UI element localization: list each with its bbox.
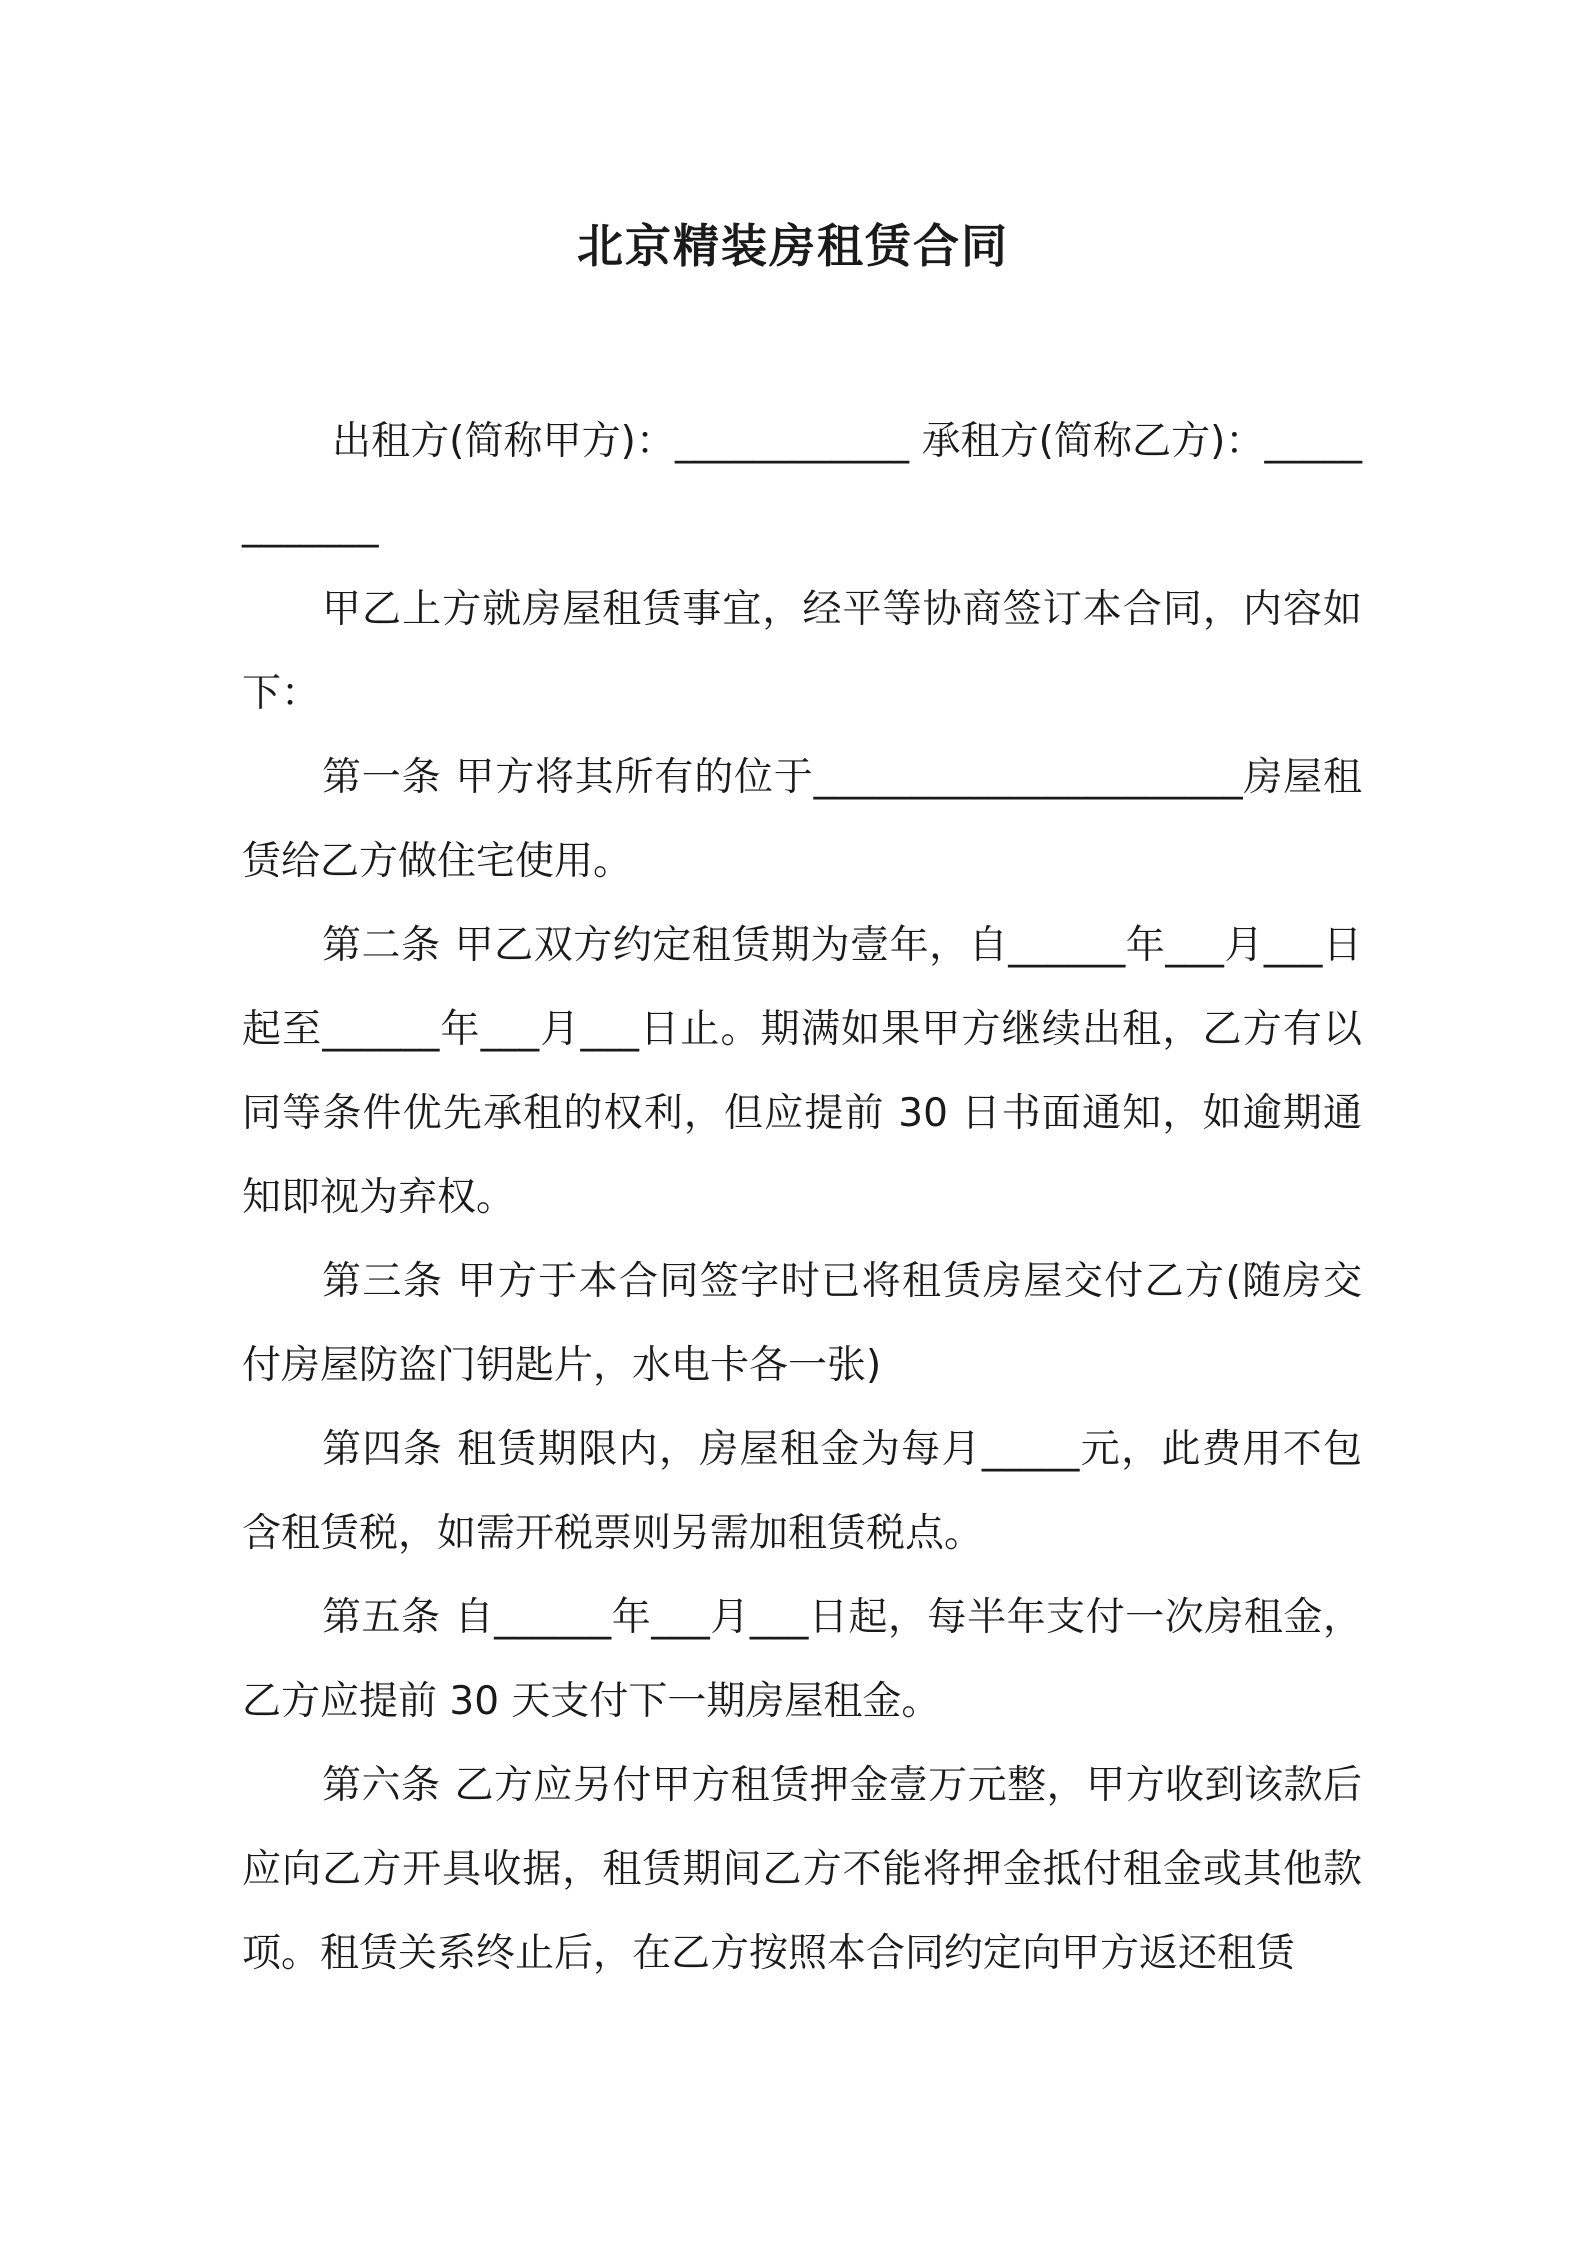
article-label: 第一条: [322, 755, 442, 800]
article-text: 甲乙双方约定租赁期为壹年，自______年___月___日起至______年___月___日止。期满如果甲方继续出租，乙方有以同等条件优先承租的权利，但应提前 30 日书面通知，如逾期通知即视为弃权。: [242, 923, 1362, 1220]
article-4: [242, 1408, 1362, 1576]
article-label: 第六条: [322, 1763, 441, 1808]
article-1: [242, 736, 1362, 904]
document-title: 北京精装房租赁合同: [577, 219, 1009, 273]
article-6: [242, 1744, 1362, 1996]
intro-paragraph: 甲乙上方就房屋租赁事宜，经平等协商签订本合同，内容如下：: [242, 587, 1362, 716]
article-text: 甲方于本合同签字时已将租赁房屋交付乙方(随房交付房屋防盗门钥匙片，水电卡各一张): [242, 1259, 1362, 1388]
article-text: 租赁期限内，房屋租金为每月_____元，此费用不包含租赁税，如需开税票则另需加租赁税点。: [242, 1427, 1362, 1556]
article-label: 第三条: [322, 1259, 444, 1304]
article-label: 第二条: [322, 923, 441, 968]
article-2: [242, 904, 1362, 1240]
article-label: 第四条: [322, 1427, 444, 1472]
article-text: 甲方将其所有的位于______________________房屋租赁给乙方做住宅使用。: [242, 755, 1362, 884]
document-body: [242, 400, 1362, 1996]
article-5: [242, 1576, 1362, 1744]
article-text: 乙方应另付甲方租赁押金壹万元整，甲方收到该款后应向乙方开具收据，租赁期间乙方不能将押金抵付租金或其他款项。租赁关系终止后，在乙方按照本合同约定向甲方返还租赁: [242, 1763, 1362, 1976]
parties-line: 出租方(简称甲方)：____________ 承租方(简称乙方)：____________: [242, 419, 1362, 548]
article-label: 第五条: [322, 1595, 441, 1640]
article-3: [242, 1240, 1362, 1408]
article-text: 自______年___月___日起，每半年支付一次房租金，乙方应提前 30 天支付下一期房屋租金。: [242, 1595, 1362, 1724]
